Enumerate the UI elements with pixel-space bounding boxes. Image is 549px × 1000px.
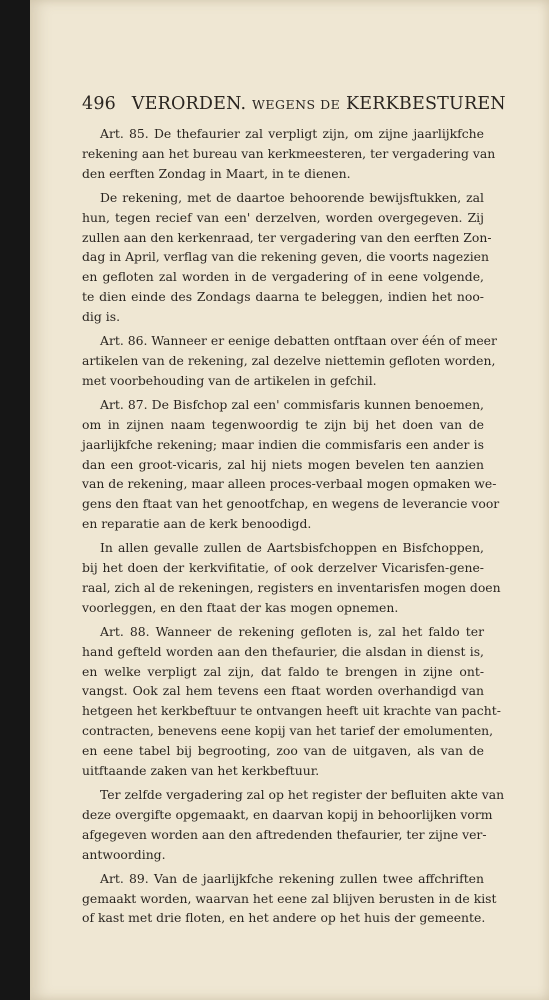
text-line: of kast met drie floten, en het andere op het huis der gemeente. <box>82 910 486 926</box>
text-line: Art. 86. Wanneer er eenige debatten ontftaan over één of meer <box>100 333 497 349</box>
page-body-text <box>82 124 505 932</box>
text-line: artikelen van de rekening, zal dezelve niettemin gefloten worden, <box>82 352 496 368</box>
text-line: afgegeven worden aan den aftredenden thefaurier, ter zijne ver- <box>82 826 487 842</box>
text-line: dan een groot-vicaris, zal hij niets mogen bevelen ten aanzien <box>82 456 484 472</box>
page-number: 496 <box>82 94 117 114</box>
text-line: te dien einde des Zondags daarna te beleggen, indien het noo- <box>82 289 484 305</box>
paragraph <box>82 124 496 184</box>
text-line: In allen gevalle zullen de Aartsbisfchoppen en Bisfchoppen, <box>100 540 484 556</box>
text-line: antwoording. <box>82 846 166 862</box>
text-line: met voorbehouding van de artikelen in gefchil. <box>82 372 377 388</box>
text-line: Art. 87. De Bisfchop zal een' commisfaris kunnen benoemen, <box>100 396 484 412</box>
text-line: Art. 85. De thefaurier zal verpligt zijn, om zijne jaarlijkfche <box>100 126 484 141</box>
text-line: en gefloten zal worden in de vergadering of in eene volgende, <box>82 269 484 285</box>
text-line: hun, tegen recief van een' derzelven, worden overgegeven. Zij <box>82 209 484 225</box>
text-line: van de rekening, maar alleen proces-verbaal mogen opmaken we- <box>82 476 497 492</box>
text-line: rekening aan het bureau van kerkmeesteren, ter vergadering van <box>82 145 496 161</box>
text-line: bij het doen der kerkvifitatie, of ook derzelver Vicarisfen-gene- <box>82 560 484 576</box>
text-line: hand gefteld worden aan den thefaurier, die alsdan in dienst is, <box>82 643 484 659</box>
text-line: raal, zich al de rekeningen, registers en inventarisfen mogen doen <box>82 579 501 595</box>
paragraph <box>82 331 497 391</box>
paragraph <box>82 395 500 534</box>
paragraph <box>82 188 492 327</box>
book-spine-shadow <box>0 0 30 1000</box>
text-line: vangst. Ook zal hem tevens een ftaat worden overhandigd van <box>82 683 484 699</box>
text-line: deze overgifte opgemaakt, en daarvan kopij in behoorlijken vorm <box>82 806 493 822</box>
text-line: den eerften Zondag in Maart, in te dienen. <box>82 165 351 181</box>
text-line: contracten, benevens eene kopij van het tarief der emolumenten, <box>82 723 494 739</box>
text-line: hetgeen het kerkbeftuur te ontvangen heeft uit krachte van pacht- <box>82 703 501 719</box>
text-line: en welke verpligt zal zijn, dat faldo te brengen in zijne ont- <box>82 663 484 679</box>
text-line: gemaakt worden, waarvan het eene zal blijven berusten in de kist <box>82 890 497 906</box>
header-title-part2: WEGENS DE <box>252 97 341 112</box>
text-line: dig is. <box>82 309 121 325</box>
text-line: gens den ftaat van het genootfchap, en wegens de leverancie voor <box>82 496 500 512</box>
text-line: De rekening, met de daartoe behoorende bewijsftukken, zal <box>100 189 484 205</box>
running-header <box>82 94 506 114</box>
header-title-part3: KERKBESTUREN <box>346 94 506 114</box>
paragraph <box>82 785 505 865</box>
header-title-part1: VERORDEN. <box>131 94 247 114</box>
text-line: jaarlijkfche rekening; maar indien die commisfaris een ander is <box>82 436 484 452</box>
text-line: Art. 88. Wanneer de rekening gefloten is, zal het faldo ter <box>100 623 484 639</box>
text-line: en reparatie aan de kerk benoodigd. <box>82 516 312 532</box>
text-line: om in zijnen naam tegenwoordig te zijn bij het doen van de <box>82 416 484 432</box>
paragraph <box>82 538 501 618</box>
paragraph <box>82 622 501 781</box>
text-line: dag in April, verflag van die rekening geven, die voorts nagezien <box>82 249 489 265</box>
paragraph <box>82 869 497 929</box>
text-line: uitftaande zaken van het kerkbeftuur. <box>82 763 320 779</box>
text-line: Art. 89. Van de jaarlijkfche rekening zullen twee affchriften <box>100 870 484 886</box>
text-line: zullen aan den kerkenraad, ter vergadering van den eerften Zon- <box>82 229 492 245</box>
text-line: en eene tabel bij begrooting, zoo van de uitgaven, als van de <box>82 743 484 759</box>
text-line: Ter zelfde vergadering zal op het register der befluiten akte van <box>100 787 505 802</box>
text-line: voorleggen, en den ftaat der kas mogen opnemen. <box>82 599 399 615</box>
